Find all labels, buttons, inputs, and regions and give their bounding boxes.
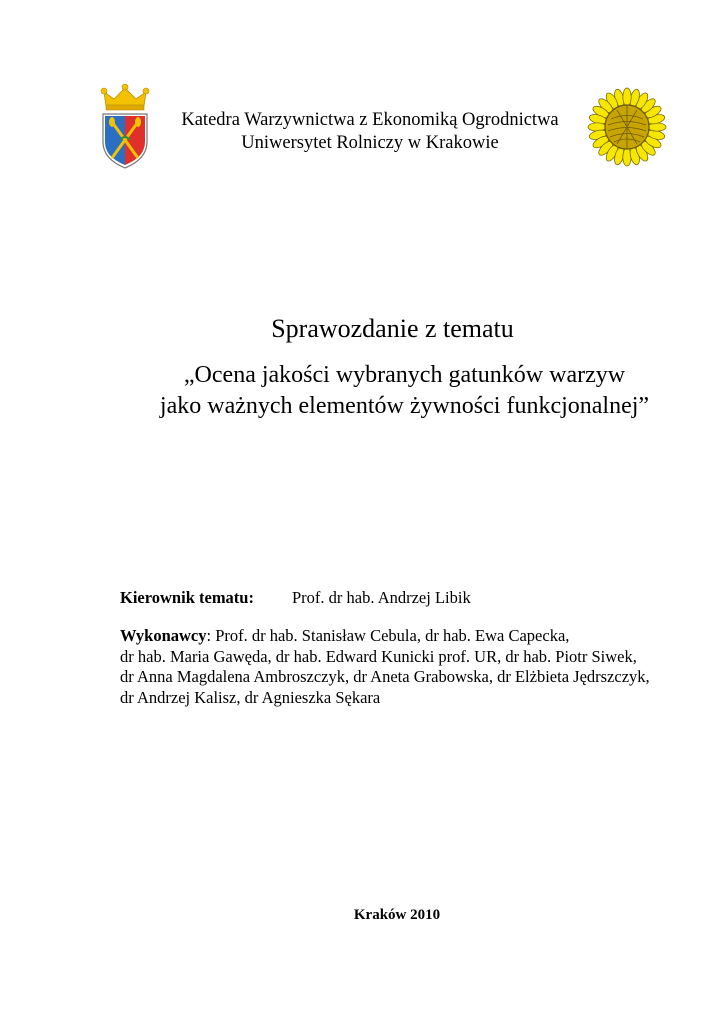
team-label: Wykonawcy [120, 626, 207, 645]
report-title: Sprawozdanie z tematu [271, 314, 514, 343]
department-name: Katedra Warzywnictwa z Ekonomiką Ogrodnictwa [181, 110, 559, 130]
project-leader-label: Kierownik tematu: [120, 588, 254, 607]
sunflower-petal [623, 88, 631, 106]
project-team [120, 626, 650, 708]
project-leader-name: Prof. dr hab. Andrzej Libik [292, 588, 471, 607]
sunflower-emblem-logo [587, 86, 667, 168]
place-and-year: Kraków 2010 [353, 907, 441, 923]
project-leader [120, 588, 471, 608]
team-line-1 [120, 626, 650, 647]
crown-icon [101, 84, 149, 110]
team-members-line-1: : Prof. dr hab. Stanisław Cebula, dr hab. Ewa Capecka, [206, 626, 570, 645]
shield-icon [103, 114, 147, 168]
university-crest-logo [100, 84, 150, 170]
team-members-line-2: dr hab. Maria Gawęda, dr hab. Edward Kunicki prof. UR, dr hab. Piotr Siwek, [120, 646, 637, 666]
sunflower-icon [588, 88, 666, 166]
university-name: Uniwersytet Rolniczy w Krakowie [241, 133, 499, 153]
report-subtitle-line-1: „Ocena jakości wybranych gatunków warzyw [183, 362, 626, 388]
team-members-line-3: dr Anna Magdalena Ambroszczyk, dr Aneta Grabowska, dr Elżbieta Jędrszczyk, [120, 667, 650, 686]
report-subtitle-line-2: jako ważnych elementów żywności funkcjonalnej” [159, 393, 650, 419]
team-members-line-4: dr Andrzej Kalisz, dr Agnieszka Sękara [120, 687, 381, 707]
